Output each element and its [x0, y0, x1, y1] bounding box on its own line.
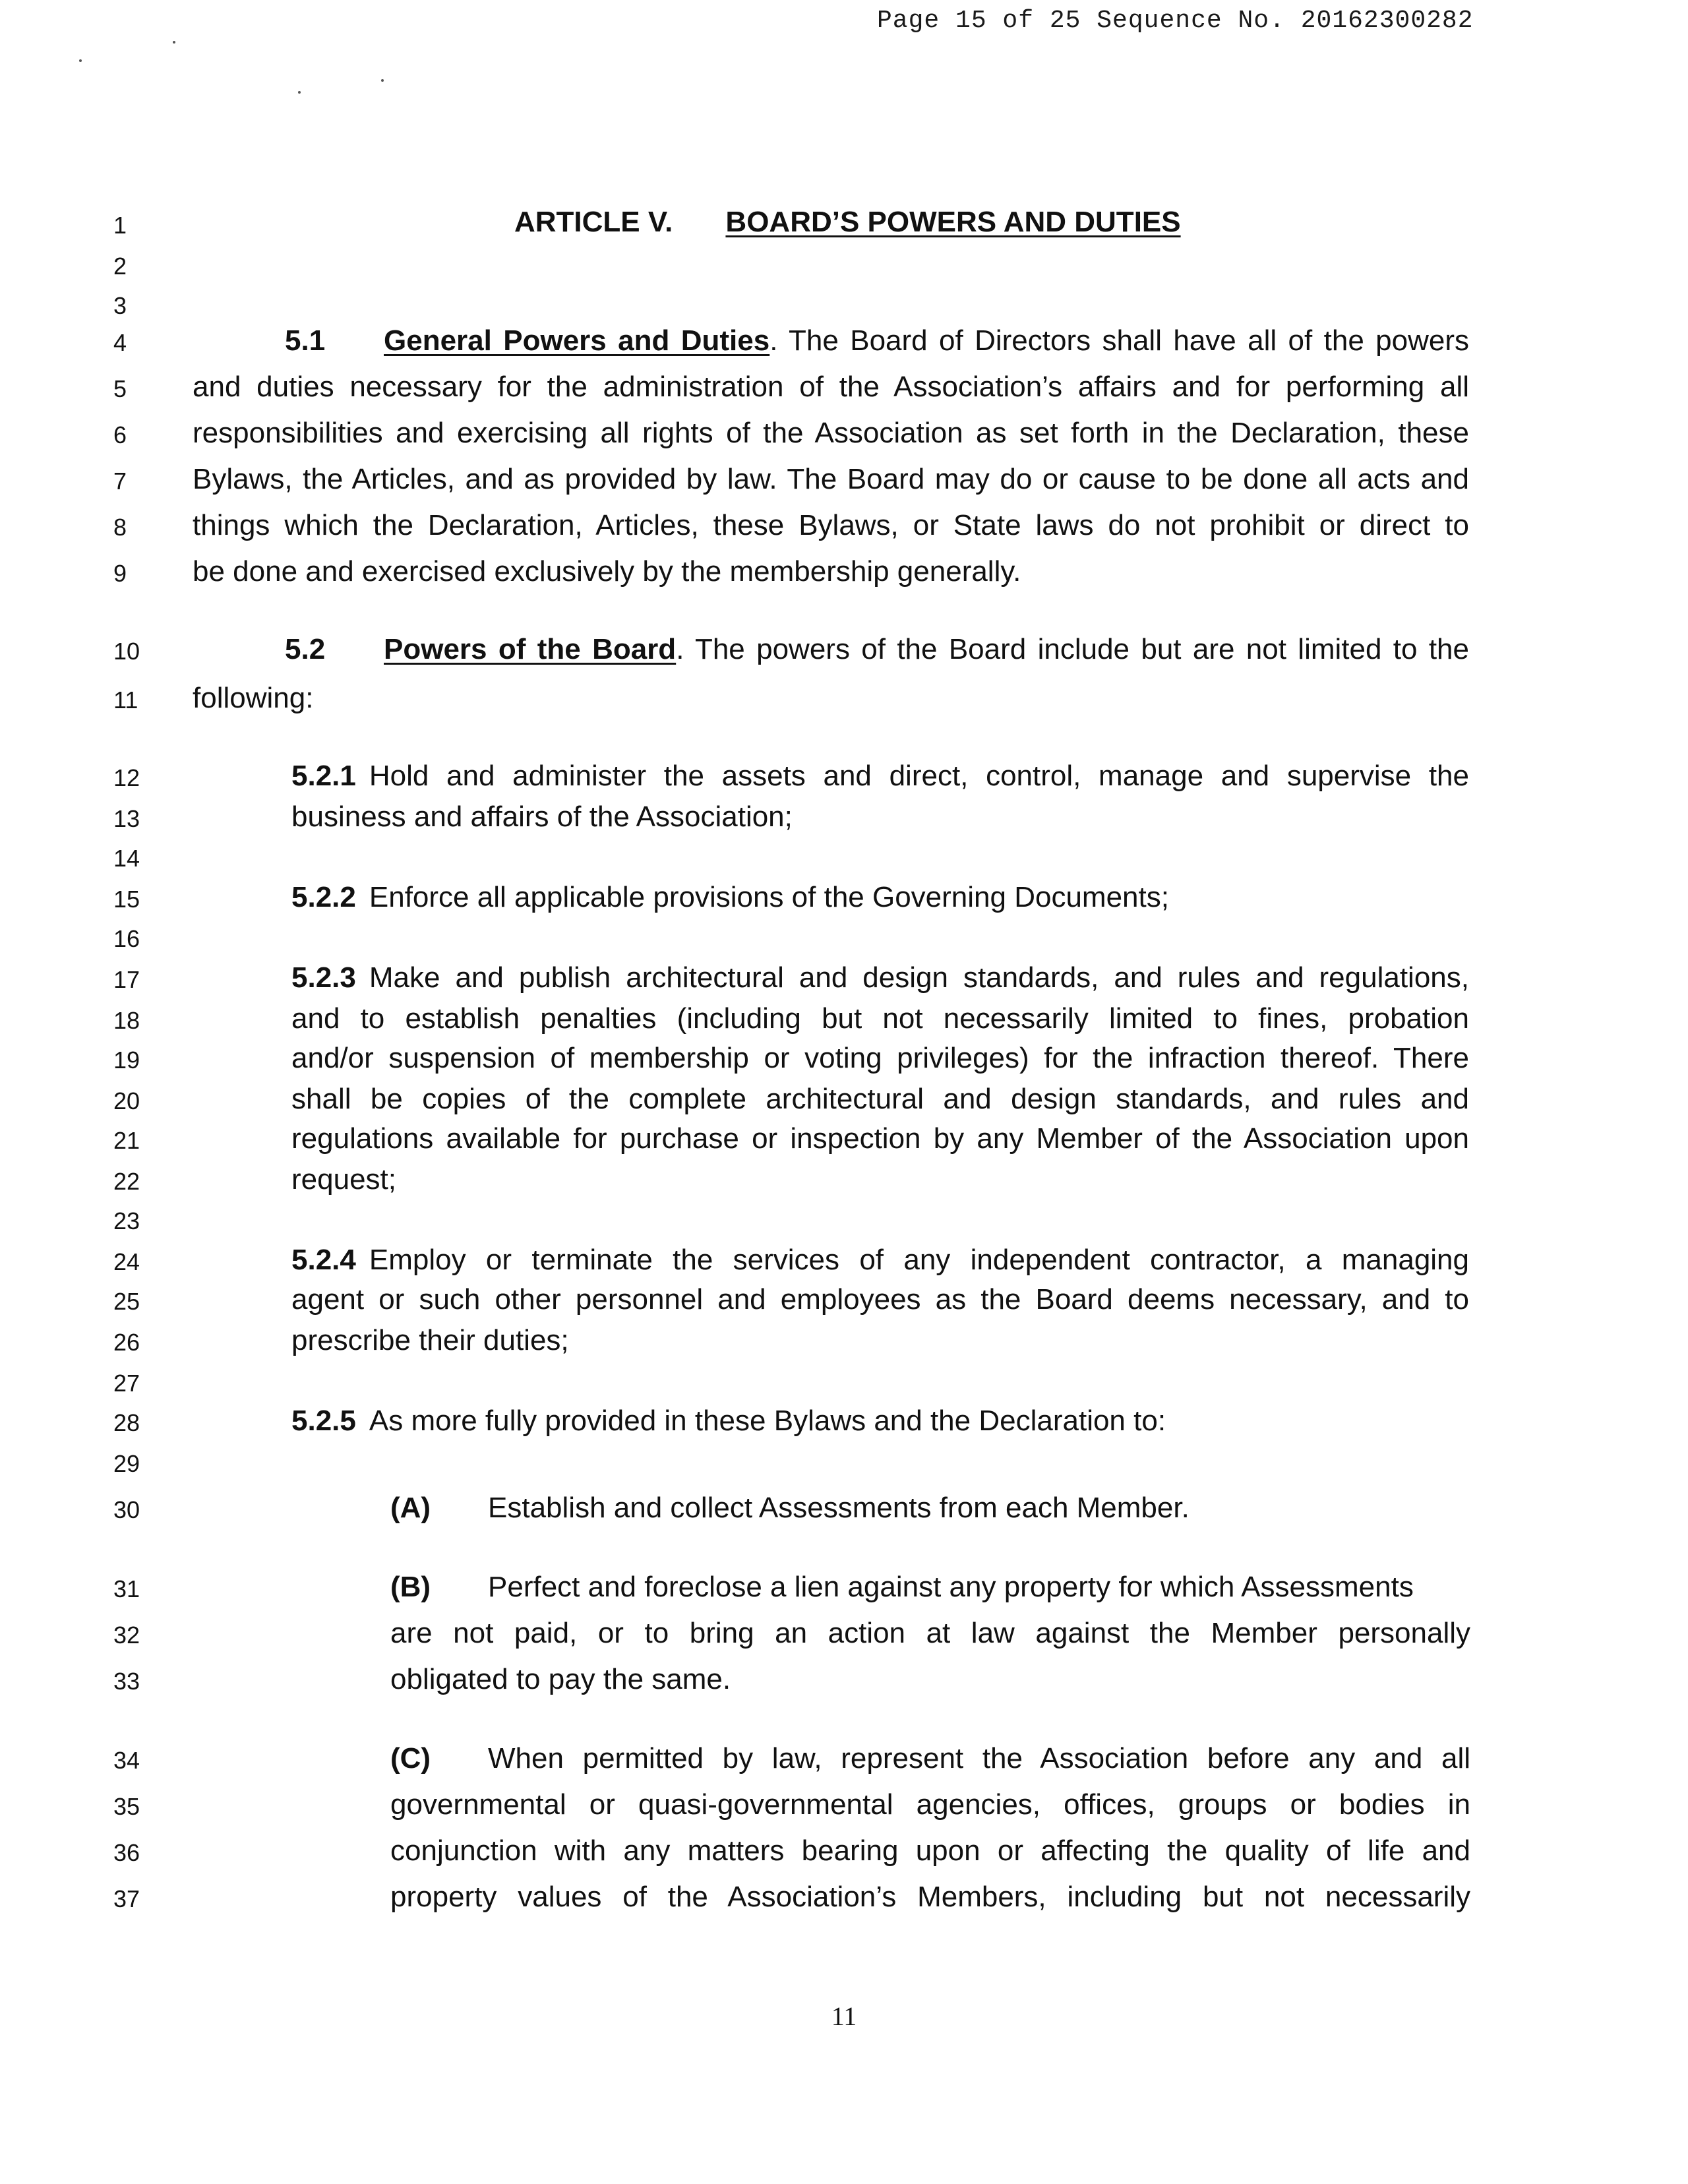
subsection-number: 5.2.2: [291, 881, 356, 913]
line-number: 6: [113, 421, 127, 448]
section-text: be done and exercised exclusively by the membership generally.: [193, 555, 1021, 588]
item-text: When permitted by law, represent the Association before any and all: [488, 1742, 1470, 1774]
subsection-number: 5.2.5: [291, 1405, 356, 1437]
item-text: are not paid, or to bring an action at law against the Member personally: [390, 1617, 1470, 1649]
item-text: conjunction with any matters bearing upon or affecting the quality of life and: [390, 1835, 1470, 1867]
line-number: 20: [113, 1087, 140, 1114]
subsection-number: 5.2.4: [291, 1244, 356, 1276]
line-number: 28: [113, 1409, 140, 1436]
line-number: 16: [113, 925, 140, 952]
item-label: (C): [390, 1742, 431, 1774]
subsection-first-line: [291, 961, 1469, 994]
subsection-text: and to establish penalties (including but not necessarily limited to fines, probation: [291, 1002, 1469, 1035]
line-number: 24: [113, 1248, 140, 1275]
section-5-2-first-line: [285, 633, 1469, 666]
line-number: 25: [113, 1288, 140, 1315]
line-number: 4: [113, 329, 127, 356]
item-label: (A): [390, 1492, 431, 1524]
line-number: 18: [113, 1007, 140, 1034]
line-number: 27: [113, 1370, 140, 1397]
line-number: 34: [113, 1747, 140, 1774]
scan-speck: [79, 59, 82, 62]
item-text: governmental or quasi-governmental agencies, offices, groups or bodies in: [390, 1788, 1470, 1821]
subsection-first-line: [291, 1405, 1166, 1438]
subsection-text: Make and publish architectural and design standards, and rules and regulations,: [369, 961, 1469, 994]
section-text: . The Board of Directors shall have all of the powers: [769, 324, 1470, 357]
line-number: 37: [113, 1885, 140, 1912]
section-heading: Powers of the Board: [384, 633, 677, 665]
section-heading: General Powers and Duties: [384, 324, 770, 357]
subsection-text: prescribe their duties;: [291, 1324, 569, 1356]
scan-speck: [298, 91, 301, 94]
line-number: 29: [113, 1450, 140, 1477]
subsection-first-line: [291, 1244, 1469, 1277]
line-number: 21: [113, 1127, 140, 1154]
item-label: (B): [390, 1571, 431, 1603]
section-text: following:: [193, 682, 314, 714]
line-number: 2: [113, 253, 127, 280]
line-number: 23: [113, 1207, 140, 1234]
subsection-text: regulations available for purchase or inspection by any Member of the Association upon: [291, 1122, 1469, 1155]
line-number: 33: [113, 1668, 140, 1695]
line-number: 19: [113, 1046, 140, 1074]
subsection-text: and/or suspension of membership or voting privileges) for the infraction thereof. There: [291, 1042, 1469, 1074]
scan-speck: [381, 79, 384, 82]
line-number: 7: [113, 468, 127, 495]
line-number: 5: [113, 375, 127, 402]
item-text: Perfect and foreclose a lien against any property for which Assessments: [488, 1571, 1414, 1603]
subsection-text: As more fully provided in these Bylaws and the Declaration to:: [369, 1405, 1166, 1437]
line-number: 13: [113, 805, 140, 832]
item-first-line: [390, 1571, 1414, 1604]
section-text: Bylaws, the Articles, and as provided by law. The Board may do or cause to be done all acts and: [193, 463, 1469, 495]
line-number: 14: [113, 845, 140, 872]
line-number: 31: [113, 1575, 140, 1602]
item-text: obligated to pay the same.: [390, 1663, 731, 1695]
line-number: 22: [113, 1168, 140, 1195]
section-text: things which the Declaration, Articles, these Bylaws, or State laws do not prohibit or direct to: [193, 509, 1469, 541]
scan-speck: [173, 41, 175, 44]
article-label: ARTICLE V.: [514, 206, 673, 238]
line-number: 36: [113, 1839, 140, 1866]
section-5-1-first-line: [285, 324, 1469, 357]
subsection-first-line: [291, 760, 1469, 793]
subsection-text: Employ or terminate the services of any independent contractor, a managing: [369, 1244, 1469, 1276]
line-number: 9: [113, 560, 127, 587]
subsection-first-line: [291, 881, 1169, 914]
article-title: BOARD’S POWERS AND DUTIES: [725, 206, 1181, 238]
section-text: and duties necessary for the administration of the Association’s affairs and for performing all: [193, 371, 1469, 403]
line-number: 26: [113, 1329, 140, 1356]
section-number: 5.1: [285, 324, 326, 357]
subsection-text: shall be copies of the complete architectural and design standards, and rules and: [291, 1083, 1469, 1115]
line-number: 3: [113, 292, 127, 319]
line-number: 32: [113, 1622, 140, 1649]
item-first-line: [390, 1742, 1470, 1775]
line-number: 35: [113, 1793, 140, 1820]
subsection-text: Hold and administer the assets and direct, control, manage and supervise the: [369, 760, 1469, 792]
section-text: responsibilities and exercising all rights of the Association as set forth in the Declaration, these: [193, 417, 1469, 449]
line-number: 30: [113, 1496, 140, 1523]
subsection-text: agent or such other personnel and employees as the Board deems necessary, and to: [291, 1283, 1469, 1316]
line-number: 8: [113, 514, 127, 541]
line-number: 1: [113, 212, 127, 239]
line-number: 10: [113, 638, 140, 665]
section-text: . The powers of the Board include but are not limited to the: [676, 633, 1469, 665]
line-number: 12: [113, 764, 140, 791]
subsection-text: request;: [291, 1163, 396, 1196]
item-text: Establish and collect Assessments from each Member.: [488, 1492, 1190, 1524]
page-sequence-stamp: Page 15 of 25 Sequence No. 20162300282: [877, 7, 1474, 35]
line-number: 17: [113, 966, 140, 993]
subsection-number: 5.2.3: [291, 961, 356, 994]
subsection-text: business and affairs of the Association;: [291, 801, 793, 833]
item-text: property values of the Association’s Members, including but not necessarily: [390, 1881, 1470, 1913]
subsection-text: Enforce all applicable provisions of the Governing Documents;: [369, 881, 1169, 913]
item-first-line: [390, 1492, 1190, 1525]
page-number: 11: [831, 2001, 857, 2031]
section-number: 5.2: [285, 633, 326, 665]
line-number: 15: [113, 886, 140, 913]
line-number: 11: [113, 686, 138, 713]
article-heading: [514, 206, 1181, 239]
subsection-number: 5.2.1: [291, 760, 356, 792]
